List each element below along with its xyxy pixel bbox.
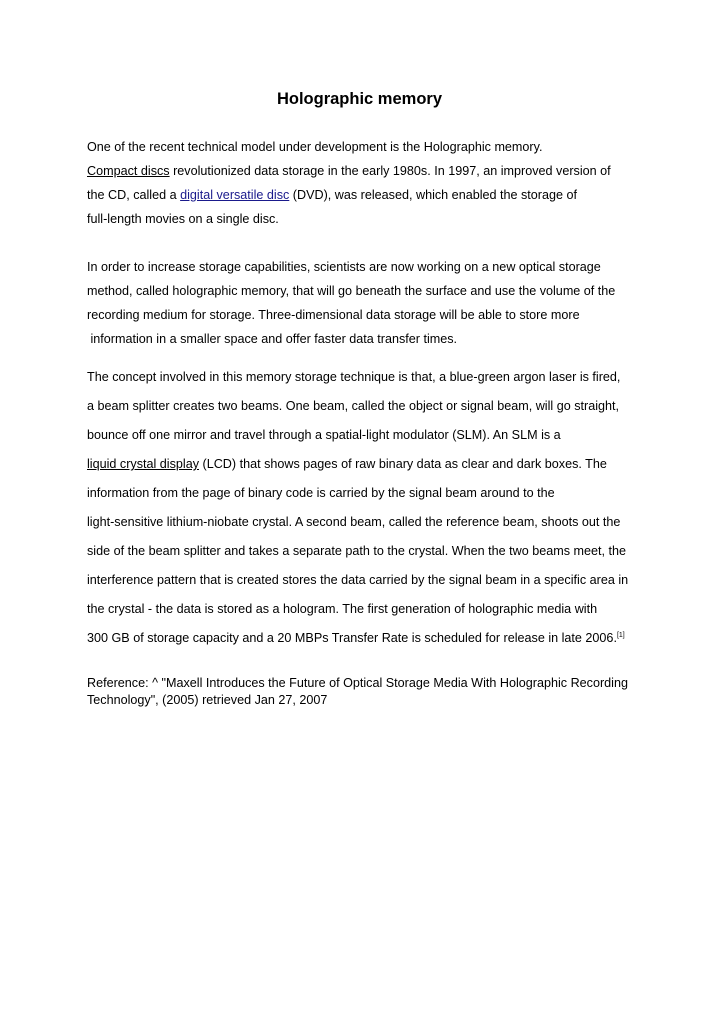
paragraph-3-line-4-text: (LCD) that shows pages of raw binary data as clear and dark boxes. The bbox=[199, 457, 607, 471]
paragraph-1-line-3-post: (DVD), was released, which enabled the storage of bbox=[289, 188, 578, 202]
paragraph-3-line-5: information from the page of binary code is carried by the signal beam around to the bbox=[87, 486, 555, 500]
citation-marker[interactable]: [1] bbox=[616, 632, 625, 639]
paragraph-2-line-4: information in a smaller space and offer faster data transfer times. bbox=[87, 332, 458, 346]
paragraph-3-line-1: The concept involved in this memory storage technique is that, a blue-green argon laser is fired, bbox=[87, 370, 621, 384]
compact-discs-link[interactable]: Compact discs bbox=[87, 164, 170, 178]
page-title: Holographic memory bbox=[276, 90, 443, 108]
paragraph-3-line-9: the crystal - the data is stored as a hologram. The first generation of holographic media with bbox=[87, 602, 598, 616]
paragraph-1-line-1: One of the recent technical model under development is the Holographic memory. bbox=[87, 140, 543, 154]
paragraph-3-line-10 bbox=[87, 630, 625, 646]
paragraph-3-line-8: interference pattern that is created stores the data carried by the signal beam in a specific area in bbox=[87, 573, 629, 587]
paragraph-1-line-3 bbox=[87, 187, 577, 203]
paragraph-3-line-10-text: 300 GB of storage capacity and a 20 MBPs Transfer Rate is scheduled for release in late 2006. bbox=[87, 631, 617, 645]
paragraph-1-line-2 bbox=[87, 163, 611, 179]
paragraph-3-line-2: a beam splitter creates two beams. One beam, called the object or signal beam, will go straight, bbox=[87, 399, 619, 413]
paragraph-2-line-1: In order to increase storage capabilities, scientists are now working on a new optical storage bbox=[87, 260, 601, 274]
paragraph-2-line-3: recording medium for storage. Three-dimensional data storage will be able to store more bbox=[87, 308, 580, 322]
paragraph-1-line-4: full-length movies on a single disc. bbox=[87, 212, 279, 226]
digital-versatile-disc-link[interactable]: digital versatile disc bbox=[180, 188, 290, 202]
paragraph-1-line-2-text: revolutionized data storage in the early 1980s. In 1997, an improved version of bbox=[169, 164, 611, 178]
paragraph-2-line-2: method, called holographic memory, that will go beneath the surface and use the volume of the bbox=[87, 284, 616, 298]
paragraph-3-line-6: light-sensitive lithium-niobate crystal. A second beam, called the reference beam, shoots out the bbox=[87, 515, 621, 529]
paragraph-3-line-4 bbox=[87, 456, 607, 472]
liquid-crystal-display-link[interactable]: liquid crystal display bbox=[87, 457, 199, 471]
paragraph-3-line-7: side of the beam splitter and takes a separate path to the crystal. When the two beams meet, the bbox=[87, 544, 627, 558]
reference-note: Reference: ^ "Maxell Introduces the Future of Optical Storage Media With Holographic Recording Technology", (2005) retrieved Jan 27, 2007 bbox=[87, 676, 628, 707]
paragraph-3-line-3: bounce off one mirror and travel through a spatial-light modulator (SLM). An SLM is a bbox=[87, 428, 561, 442]
paragraph-1-line-3-pre: the CD, called a bbox=[87, 188, 181, 202]
